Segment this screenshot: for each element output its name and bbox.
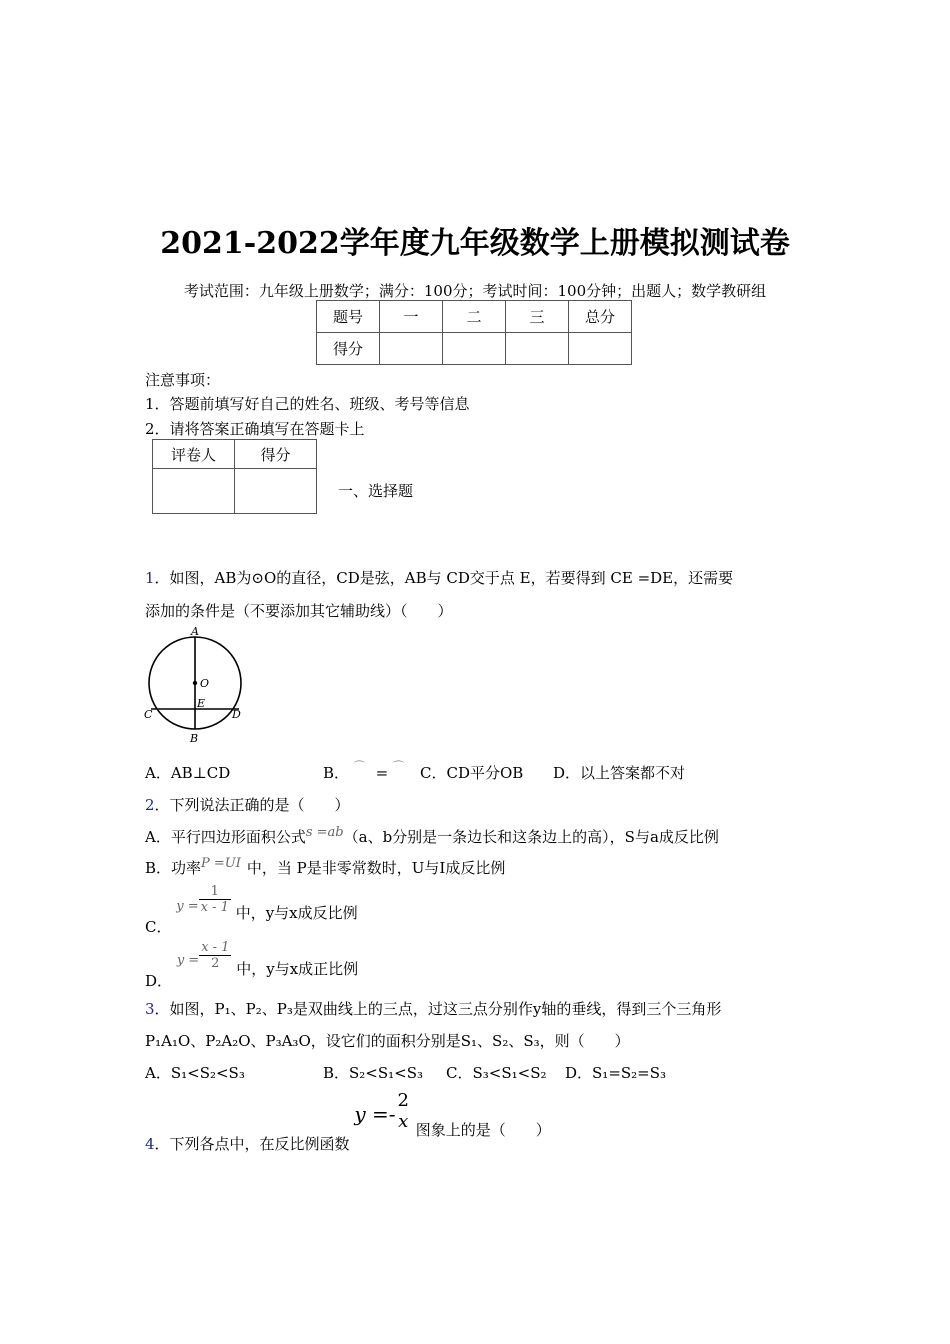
label-e: E — [197, 697, 206, 710]
score-cell — [506, 333, 569, 365]
question-3-line2: P₁A₁O、P₂A₂O、P₃A₃O，设它们的面积分别是S₁、S₂、S₃，则（ ） — [145, 1032, 630, 1050]
score-cell — [443, 333, 506, 365]
question-number: 3 — [145, 1000, 155, 1018]
question-1-line1: 1．如图，AB为⊙O的直径，CD是弦，AB与 CD交于点 E，若要得到 CE =DE，还需要 — [145, 569, 734, 587]
question-number: 2 — [145, 796, 155, 814]
section-heading: 一、选择题 — [338, 482, 414, 500]
arc-icon: ⌒ — [353, 760, 365, 773]
q2-option-d: D． y = $\frac{x - 1}{2}$ 中，y与x成正比例 — [145, 940, 359, 990]
q1-option-b: B． ⌒ = ⌒ — [323, 760, 404, 782]
score-row-label: 得分 — [317, 333, 380, 365]
question-4-stem: 4．下列各点中，在反比例函数 y =- 2 x 图象上的是（ ） — [145, 1090, 551, 1153]
grader-header: 得分 — [235, 440, 317, 469]
label-d: D — [232, 708, 241, 721]
score-table — [316, 300, 632, 365]
question-number: 1 — [145, 569, 155, 587]
question-number: 4 — [145, 1135, 155, 1153]
grader-header: 评卷人 — [153, 440, 235, 469]
center-point — [193, 681, 197, 685]
q3-option-a: A．S₁<S₂<S₃ — [145, 1064, 245, 1082]
fraction: $\frac{x - 1}{2}$ — [201, 940, 230, 971]
notes-heading: 注意事项： — [145, 371, 221, 389]
fraction: 2 x — [397, 1090, 409, 1132]
q3-option-d: D．S₁=S₂=S₃ — [565, 1064, 667, 1082]
label-a: A — [191, 625, 199, 638]
note-item: 2．请将答案正确填写在答题卡上 — [145, 420, 365, 438]
circle-figure — [140, 622, 252, 746]
score-header-cell: 题号 — [317, 301, 380, 333]
grader-table — [152, 439, 317, 514]
label-b: B — [190, 732, 199, 745]
grader-cell — [235, 469, 317, 514]
score-cell — [569, 333, 632, 365]
score-header-cell: 二 — [443, 301, 506, 333]
q1-option-d: D．以上答案都不对 — [553, 764, 686, 782]
label-c: C — [144, 708, 153, 721]
formula: s =ab — [305, 825, 344, 840]
q1-option-a: A．AB⊥CD — [145, 764, 231, 782]
arc-icon: ⌒ — [392, 760, 404, 773]
exam-info: 考试范围：九年级上册数学；满分：100分；考试时间：100分钟；出题人；数学教研组 — [183, 282, 767, 300]
fraction: $\frac{1}{x - 1}$ — [200, 884, 229, 915]
question-2-stem: 2．下列说法正确的是（ ） — [145, 796, 350, 814]
score-cell — [380, 333, 443, 365]
question-1-line2: 添加的条件是（不要添加其它辅助线）（ ） — [145, 602, 453, 620]
grader-cell — [153, 469, 235, 514]
q3-option-b: B．S₂<S₁<S₃ — [323, 1064, 424, 1082]
score-header-cell: 一 — [380, 301, 443, 333]
q1-option-c: C．CD平分OB — [420, 764, 524, 782]
q2-option-b: B．功率P =UI 中，当 P是非零常数时，U与I成反比例 — [145, 856, 506, 877]
page-title: 2021-2022学年度九年级数学上册模拟测试卷 — [160, 226, 790, 261]
q3-option-c: C．S₃<S₁<S₂ — [446, 1064, 547, 1082]
score-header-cell: 总分 — [569, 301, 632, 333]
label-o: O — [200, 677, 210, 690]
score-header-cell: 三 — [506, 301, 569, 333]
q2-option-c: C． y = $\frac{1}{x - 1}$ 中，y与x成反比例 — [145, 884, 358, 936]
formula: P =UI — [201, 856, 241, 871]
question-3-line1: 3．如图，P₁、P₂、P₃是双曲线上的三点，过这三点分别作y轴的垂线，得到三个三角形 — [145, 1000, 722, 1018]
note-item: 1．答题前填写好自己的姓名、班级、考号等信息 — [145, 395, 470, 413]
q2-option-a: A．平行四边形面积公式s =ab（a、b分别是一条边长和这条边上的高），S与a成反比例 — [145, 825, 719, 846]
